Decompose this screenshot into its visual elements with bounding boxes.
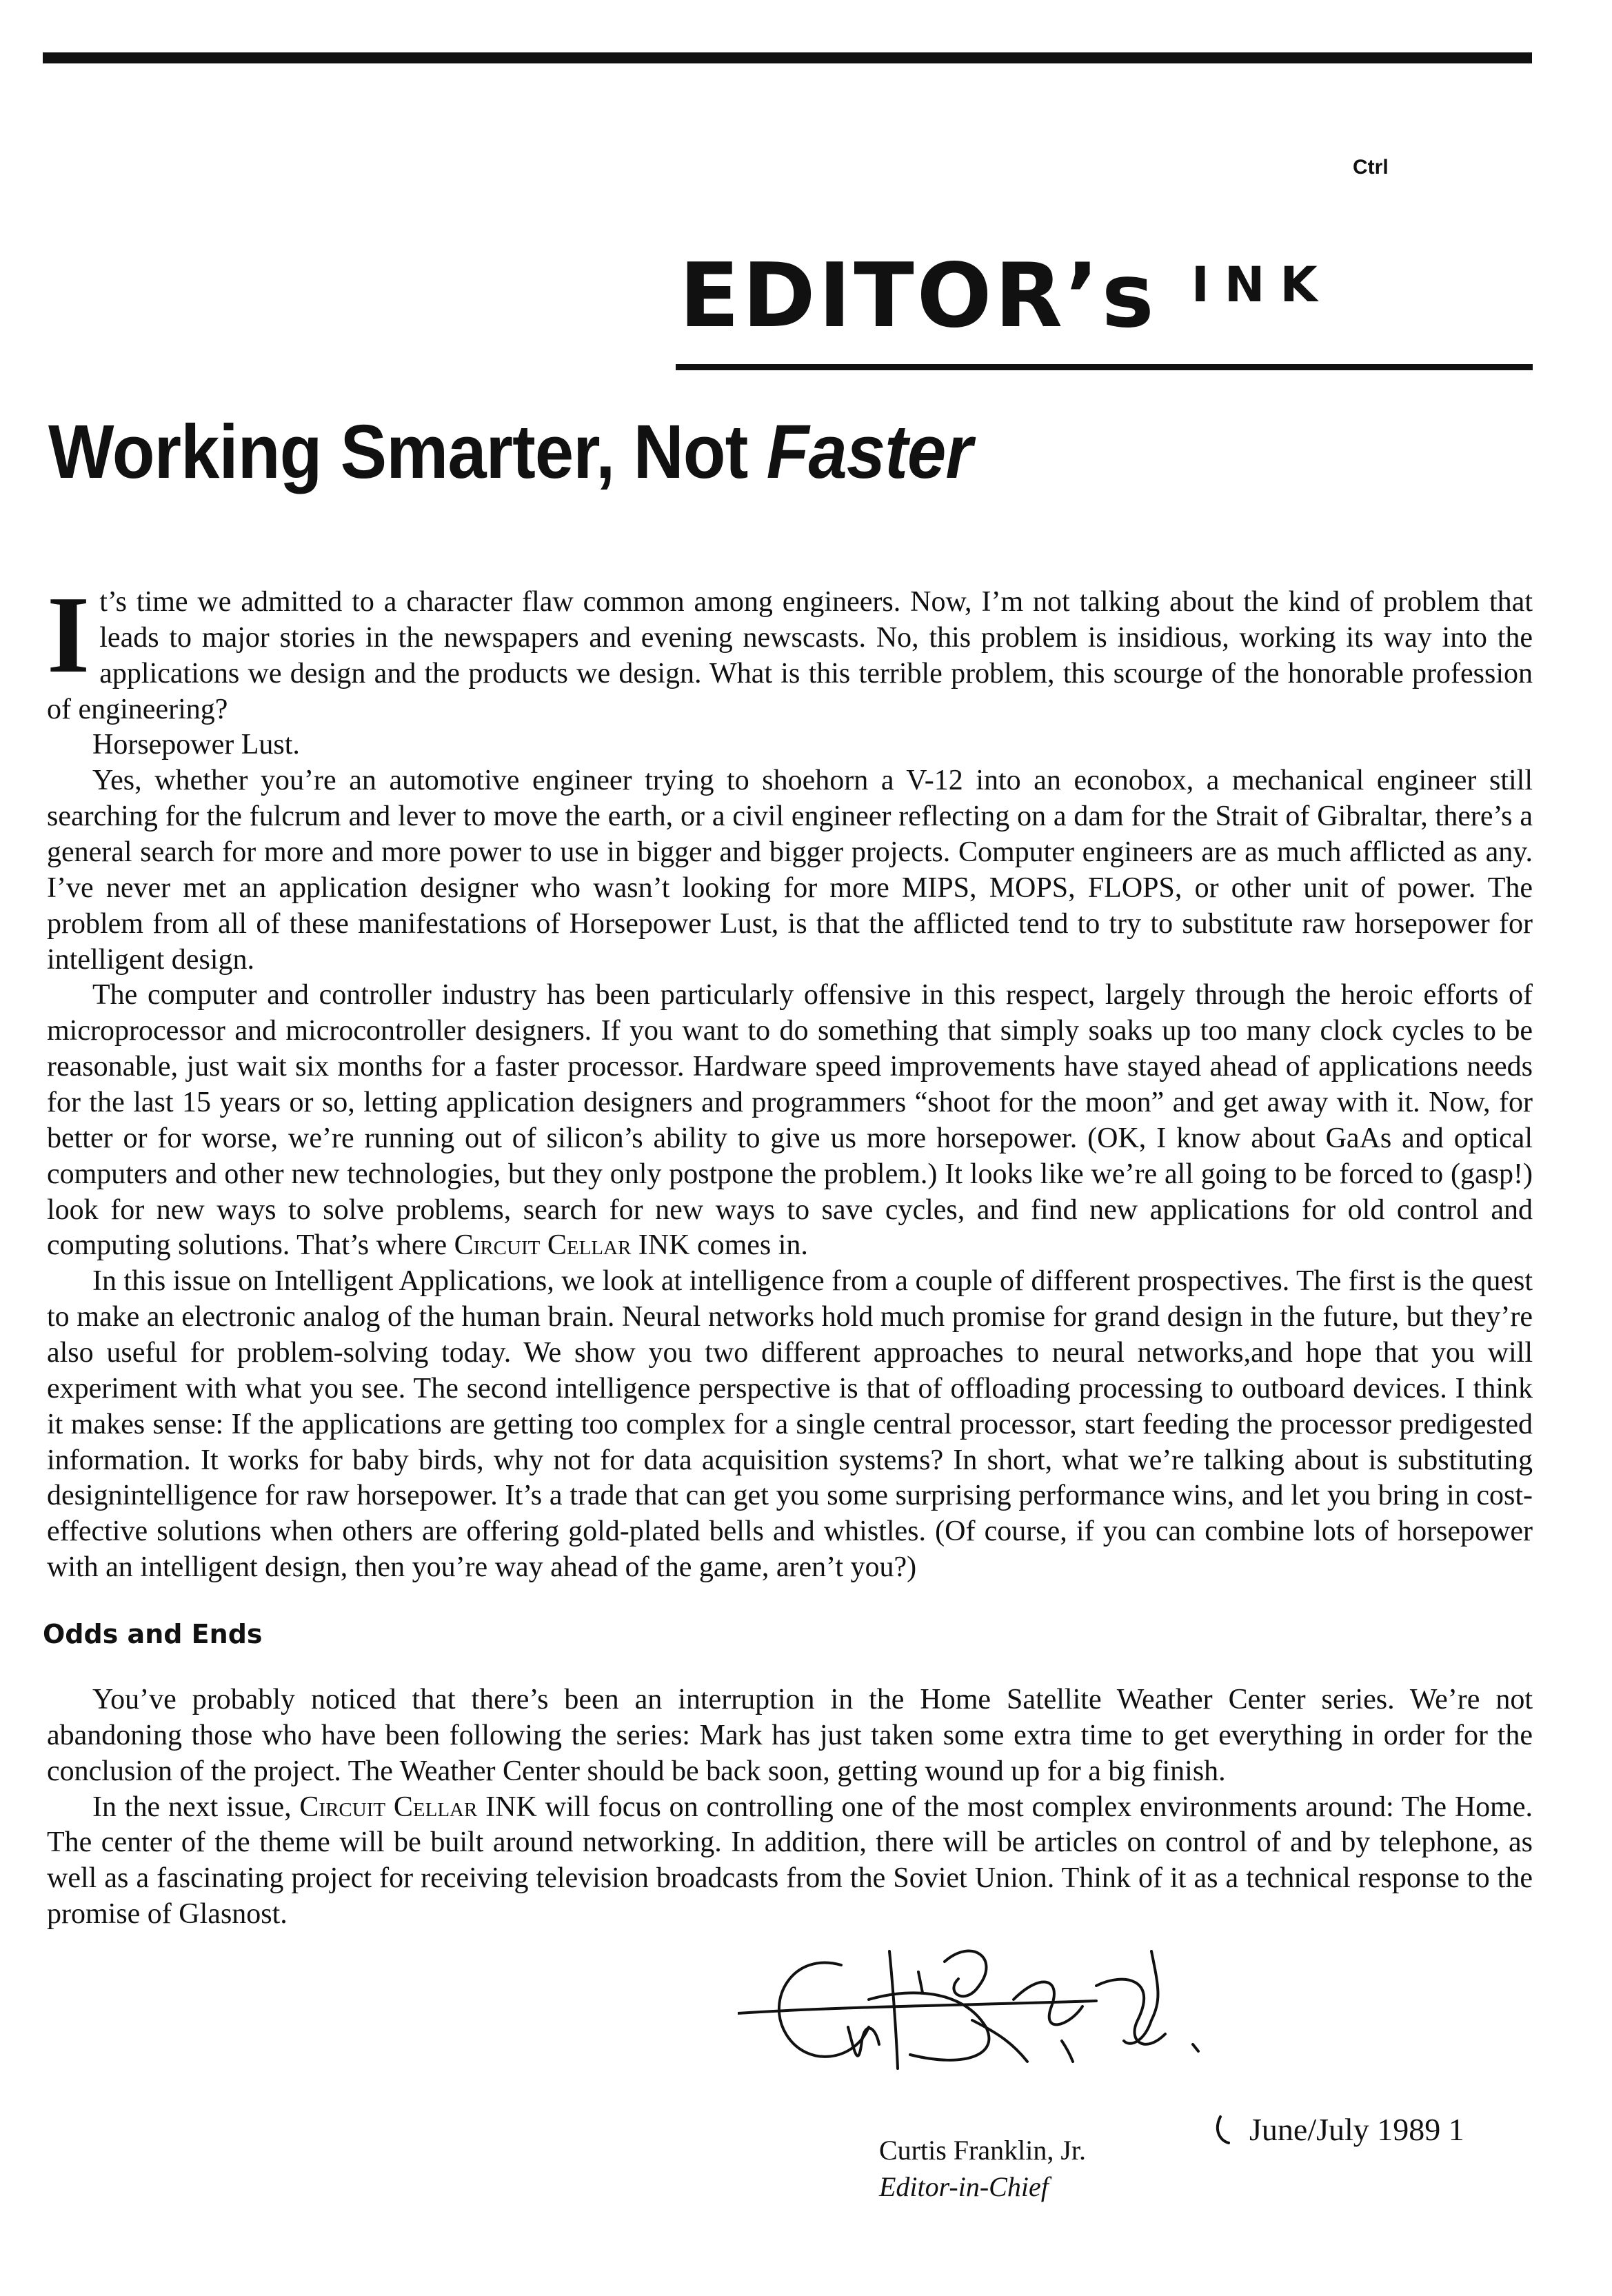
page-folio: June/July 1989 1 [1249, 2112, 1464, 2147]
masthead-editors: EDITOR’s [679, 245, 1157, 348]
handwritten-signature [738, 1924, 1248, 2144]
paragraph-yes: Yes, whether you’re an automotive engineer trying to shoehorn a V-12 into an econobox, a mechanical engineer still searching for the fulcrum and lever to move the earth, or a civil engineer reflecting on a dam for the Strait of Gibraltar, there’s a general search for more and more power to use in bigger and bigger projects. Computer engineers are as much afflicted as any. I’ve never met an application designer who wasn’t looking for more MIPS, MOPS, FLOPS, or other unit of power. The problem from all of these manifestations of Horsepower Lust, is that the afflicted tend to try to substitute raw horsepower for intelligent design. [47, 765, 1533, 976]
title-emphasis: Faster [766, 410, 972, 494]
drop-cap: I [47, 573, 90, 696]
article-body [47, 573, 1533, 1586]
title-main: Working Smarter, Not [48, 410, 767, 494]
article-title [48, 408, 972, 496]
paragraph-next-issue-end: INK will focus on controlling one of the most complex environments around: The Home. The center of the theme will be built around networking. In addition, there will be articles on control of and by telephone, as well as a fascinating project for receiving television broadcasts from the Soviet Union. Think of it as a technical response to the promise of Glasnost. [47, 1791, 1533, 1931]
masthead [679, 245, 1531, 348]
odds-and-ends-heading: Odds and Ends [43, 1619, 263, 1649]
masthead-ink: INK [1191, 256, 1333, 313]
paragraph-industry-end: INK comes in. [631, 1229, 808, 1262]
brand-name: Circuit Cellar [299, 1791, 478, 1823]
section-tag: Ctrl [1353, 156, 1389, 179]
paragraph-weather: You’ve probably noticed that there’s been an interruption in the Home Satellite Weather Center series. We’re not abandoning those who have been following the series: Mark has just taken some extra time to get everything in order for the conclusion of the project. The Weather Center should be back soon, getting wound up for a big finish. [47, 1684, 1533, 1787]
author-role: Editor-in-Chief [879, 2171, 1049, 2202]
paragraph-industry-text: The computer and controller industry has been particularly offensive in this respect, largely through the heroic efforts of microprocessor and microcontroller designers. If you want to do something that simply soaks up too many clock cycles to be reasonable, just wait six months for a faster processor. Hardware speed improvements have stayed ahead of applications needs for the last 15 years or so, letting application designers and programmers “shoot for the moon” and get away with it. Now, for better or for worse, we’re running out of silicon’s ability to give us more horsepower. (OK, I know about GaAs and optical computers and other new technologies, but they only postpone the problem.) It looks like we’re all going to be forced to (gasp!) look for new ways to solve problems, search for new ways to save cycles, and find new applications for old control and computing solutions. That’s where [47, 979, 1533, 1262]
odds-and-ends-body [47, 1682, 1533, 1933]
paragraph-intro-text: t’s time we admitted to a character flaw common among engineers. Now, I’m not talking about the kind of problem that leads to major stories in the newspapers and evening newscasts. No, this problem is insidious, working its way into the applications we design and the products we design. What is this terrible problem, this scourge of the honorable profession of engineering? [47, 586, 1533, 725]
paragraph-next-issue [47, 1790, 1533, 1933]
author-name: Curtis Franklin, Jr. [879, 2135, 1087, 2166]
paragraph-next-issue-text: In the next issue, [92, 1791, 300, 1823]
paragraph-horsepower: Horsepower Lust. [92, 729, 300, 761]
top-rule [43, 52, 1532, 63]
masthead-rule [676, 364, 1533, 370]
paragraph-industry [47, 978, 1533, 1264]
paragraph-intro [47, 573, 1533, 727]
paragraph-issue: In this issue on Intelligent Applications, we look at intelligence from a couple of different prospectives. The first is the quest to make an electronic analog of the human brain. Neural networks hold much promise for grand design in the future, but they’re also useful for problem-solving today. We show you two different approaches to neural networks,and hope that you will experiment with what you see. The second intelligence perspective is that of offloading processing to outboard devices. I think it makes sense: If the applications are getting too complex for a single central processor, start feeding the processor predigested information. It works for baby birds, why not for data acquisition systems? In short, what we’re talking about is substituting designintelligence for raw horsepower. It’s a trade that can get you some surprising performance wins, and let you bring in cost-effective solutions when others are offering gold-plated bells and whistles. (Of course, if you can combine lots of horsepower with an intelligent design, then you’re way ahead of the game, aren’t you?) [47, 1265, 1533, 1584]
brand-name: Circuit Cellar [454, 1229, 632, 1262]
